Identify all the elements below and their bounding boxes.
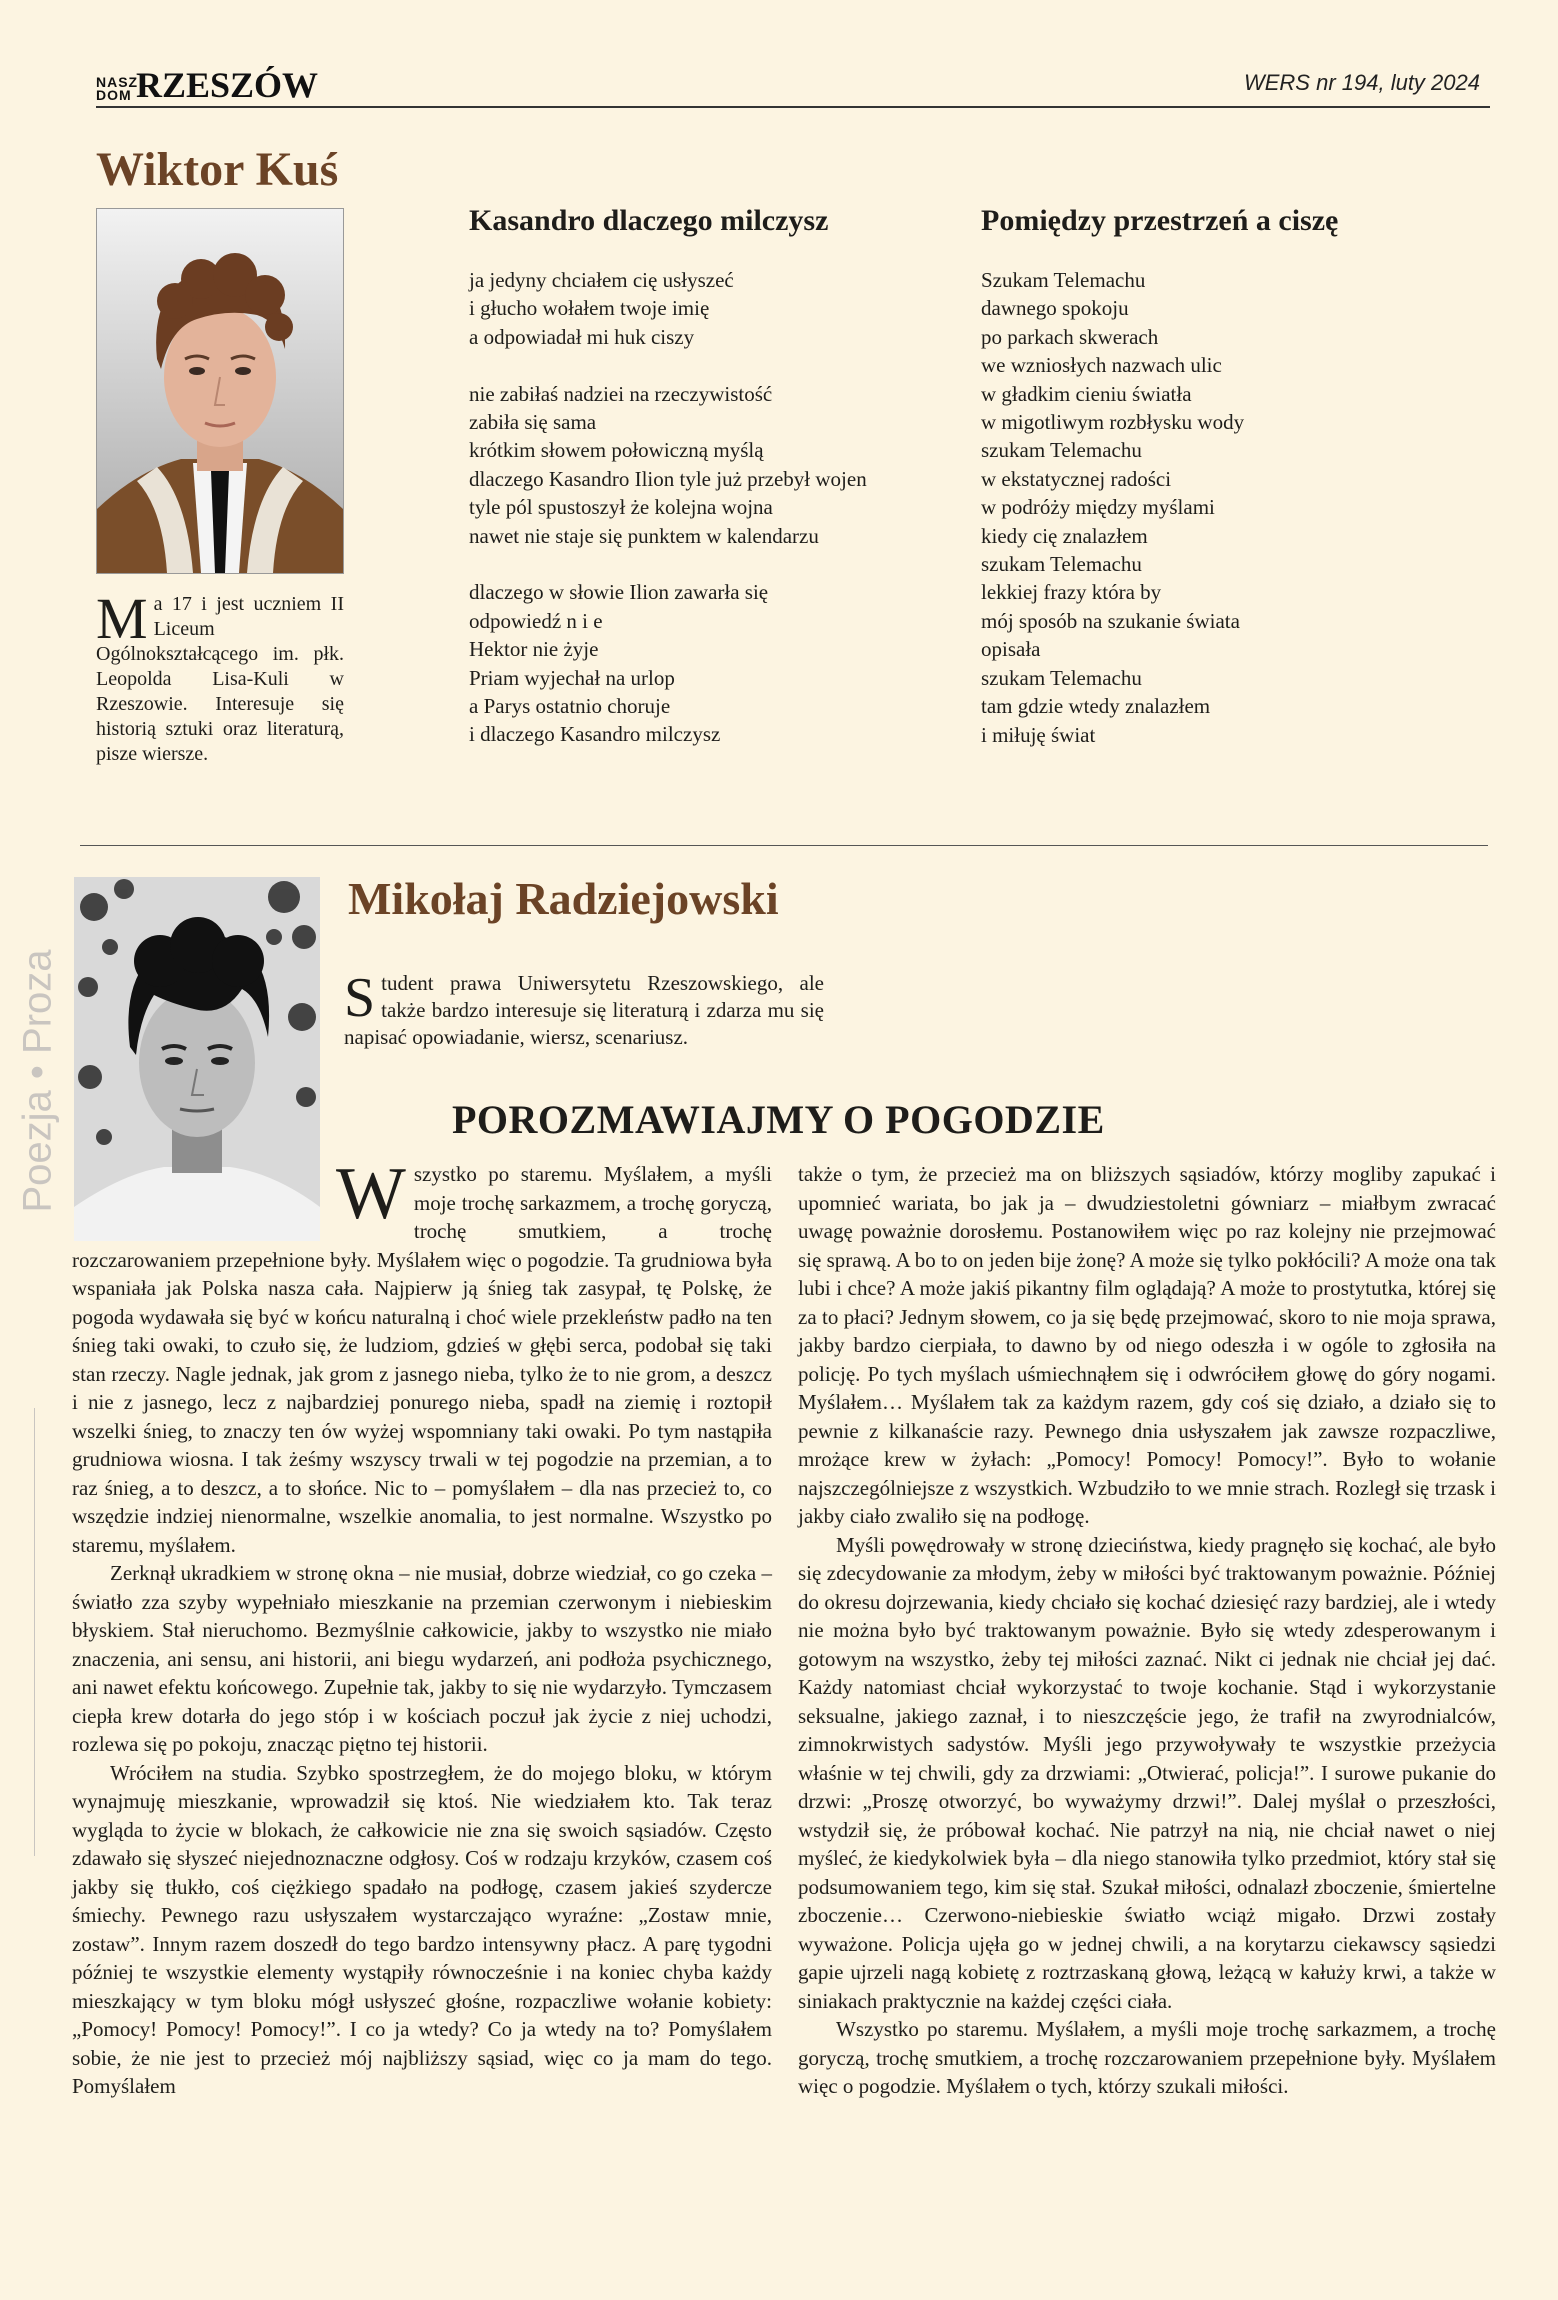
- poem-line: a Parys ostatnio choruje: [469, 694, 671, 719]
- bio-text-2: tudent prawa Uniwersytetu Rzeszowskiego, ale także bardzo interesuje się literaturą i zdarza mu się napisać opowiadanie, wiersz, scenariusz.: [344, 971, 824, 1049]
- poem-line: nie zabiłaś nadziei na rzeczywistość: [469, 381, 773, 406]
- poem-title-1: Kasandro dlaczego milczysz: [469, 204, 829, 237]
- bio-text-1: a 17 i jest uczniem II Liceum Ogólnokształcącego im. płk. Leopolda Lisa-Kuli w Rzeszowie. Interesuje się historią sztuki oraz literaturą, pisze wiersze.: [96, 593, 344, 765]
- portrait-illustration-1: [97, 209, 343, 573]
- poem-line: i dlaczego Kasandro milczysz: [469, 722, 721, 747]
- poem-line: opisała: [981, 637, 1041, 662]
- poem-line: dlaczego Kasandro Ilion tyle już przebył wojen: [469, 466, 867, 491]
- poem-line: po parkach skwerach: [981, 324, 1159, 349]
- story-paragraph: Zerknął ukradkiem w stronę okna – nie musiał, dobrze wiedział, co go czeka – światło zza szyby wypełniało mieszkanie na przemian czerwonym i niebieskim błyskiem. Stał nieruchomo. Bezmyślnie całkowicie, jakby to wszystko nie miało znaczenia, ani sensu, ani historii, ani biegu wydarzeń, ani podłoża psychicznego, ani nawet efektu końcowego. Zupełnie tak, jakby to się nie wydarzyło. Tymczasem ciepła krew dotarła do jego stóp i w kościach poczuł jak życie z niej uchodzi, rozlewa się po pokoju, znacząc piętno tej historii.: [72, 1561, 772, 1756]
- poem-line: Priam wyjechał na urlop: [469, 665, 675, 690]
- poem-line: dlaczego w słowie Ilion zawarła się: [469, 580, 769, 605]
- bio-dropcap-1: M: [96, 586, 148, 651]
- poem-line: [469, 550, 867, 578]
- poem-line: nawet nie staje się punktem w kalendarzu: [469, 523, 819, 548]
- poem-line: ja jedyny chciałem cię usłyszeć: [469, 268, 734, 292]
- poem-line: mój sposób na szukanie świata: [981, 608, 1240, 633]
- poem-line: lekkiej frazy która by: [981, 580, 1162, 605]
- poem-line: zabiła się sama: [469, 410, 597, 435]
- poem-line: w podróży między myślami: [981, 495, 1215, 520]
- author-bio-2: [344, 967, 824, 1051]
- story-title: POROZMAWIAJMY O POGODZIE: [452, 1097, 1105, 1142]
- poem-line: odpowiedź n i e: [469, 608, 603, 633]
- story-column-2: [798, 1160, 1496, 2101]
- poem-line: w migotliwym rozbłysku wody: [981, 410, 1245, 435]
- author-photo-1: [96, 208, 344, 574]
- section-side-label: Poezja • Proza: [15, 949, 60, 1213]
- author-name-1: Wiktor Kuś: [96, 143, 339, 196]
- logo-small-text: NASZ DOM: [96, 74, 139, 103]
- story-dropcap: W: [336, 1153, 406, 1235]
- issue-info: WERS nr 194, luty 2024: [1243, 70, 1480, 95]
- publication-logo: [96, 62, 319, 105]
- story-paragraph: Myśli powędrowały w stronę dzieciństwa, kiedy pragnęło się kochać, ale było się zdecydowanie za młodym, żeby w miłości być traktowanym poważnie. Później do okresu dojrzewania, kiedy chciało się kochać dziesięć razy bardziej, ale i wtedy nie można było być traktowanym poważnie. Było się wtedy zdesperowanym i gotowym na wszystko, żeby tej miłości zaznać. Nikt ci jednak nie chciał jej dać. Każdy natomiast chciał wykorzystać to twoje kochanie. Stąd i wykorzystanie seksualne, jakiego zaznał, i to nieszczęście jego, że trafił na zwyrodnialców, zimnokrwistych sadystów. Myśli jego przywoływały te wszystkie przeżycia właśnie w tej chwili, gdy za drzwiami: „Otwierać, policja!”. I surowe pukanie do drzwi: „Proszę otworzyć, bo wyważymy drzwi!”. Dalej myślał o przeszłości, wstydził się, że próbował kochać. Nie patrzył na nią, nie chciał nawet o niej myśleć, że kiedykolwiek była – dla niego stanowiła tylko przedmiot, który stał się podsumowaniem tego, kim się stał. Szukał miłości, odnalazł zboczenie, śmiertelne zboczenie… Czerwono-niebieskie światło wciąż migało. Drzwi zostały wyważone. Policja ujęła go w jednej chwili, a na korytarzu ciekawscy sąsiedzi gapie ujrzeli nagą kobietę z roztrzaskaną głową, leżącą w kałuży krwi, a także w siniakach praktycznie na każdej części ciała.: [798, 1532, 1496, 2013]
- poem-line: szukam Telemachu: [981, 438, 1142, 463]
- story-paragraph: [72, 1153, 772, 1559]
- story-paragraph-text: szystko po staremu. Myślałem, a myśli moje trochę sarkazmem, a trochę goryczą, trochę smutkiem, a trochę rozczarowaniem przepełnione były. Myślałem więc o pogodzie. Ta grudniowa była wspaniała jak Polska nasza cała. Najpierw ją śnieg tak zasypał, tę Polskę, że pogoda wydawała się być w końcu naturalną i choć wiele przekleństw padło na ten śnieg taki owaki, to czuło się, że ludziom, gdzieś w głębi serca, podobał się taki stan rzeczy. Nagle jednak, jak grom z jasnego nieba, tylko że to nie grom, a deszcz i nie z jasnego, lecz z najbardziej ponurego nieba, spadł na ziemię i roztopił wszelki śnieg, to znaczy ten ów wyżej wspomniany taki owaki. Po tym nastąpiła grudniowa wiosna. I tak żeśmy wszyscy trwali w tej pogodzie na przemian, a to raz śnieg, a to deszcz, a to słońce. Nic to – pomyślałem – dla nas przecież to, co wszędzie indziej nienormalne, wszelkie anomalia, to jest normalne. Wszystko po staremu, myślałem.: [72, 1162, 772, 1557]
- poem-line: tyle pól spustoszył że kolejna wojna: [469, 495, 773, 520]
- bio-dropcap-2: S: [344, 967, 376, 1029]
- author-name-2: Mikołaj Radziejowski: [348, 873, 779, 924]
- poem-line: i miłuję świat: [981, 722, 1096, 747]
- poem-line: Szukam Telemachu: [981, 268, 1146, 292]
- poem-line: dawnego spokoju: [981, 296, 1129, 321]
- poem-line: krótkim słowem połowiczną myślą: [469, 438, 764, 463]
- section-divider: [80, 845, 1488, 846]
- logo-big-text: RZESZÓW: [136, 65, 319, 105]
- poem-line: Hektor nie żyje: [469, 637, 599, 662]
- poem-title-2: Pomiędzy przestrzeń a ciszę: [981, 204, 1339, 237]
- poem-line: szukam Telemachu: [981, 665, 1142, 690]
- story-paragraph: także o tym, że przecież ma on bliższych sąsiadów, którzy mogliby zapukać i upomnieć wariata, bo jak ja – dwudziestoletni gówniarz – miałbym zwracać uwagę poważnie dorosłemu. Postanowiłem więc po raz kolejny nie przejmować się sprawą. A bo to on jeden bije żonę? A może się tylko pokłócili? A może ona tak lubi i chce? A może jakiś pikantny film oglądają? A może to prostytutka, której się za to płaci? Jednym słowem, co ja się będę przejmować, skoro to nie moja sprawa, jakby bardzo cierpiała, to dawno by od niego odeszła i w ogóle to zgłosiła na policję. Po tych myślach uśmiechnąłem się i odwróciłem głowę do góry nogami. Myślałem… Myślałem tak za każdym razem, gdy coś się działo, a działo się to pewnie z kilkanaście razy. Pewnego dnia usłyszałem jak zawsze rozpaczliwe, mrożące krew w żyłach: „Pomocy! Pomocy! Pomocy!”. Było to wołanie najszczególniejsze z wszystkich. Wzbudziło to we mnie strach. Rozległ się trzask i jakby ciało zwaliło się na podłogę.: [798, 1162, 1496, 1528]
- poem-line: w gładkim cieniu światła: [981, 381, 1192, 406]
- poem-line: a odpowiadał mi huk ciszy: [469, 324, 695, 349]
- poem-line: we wzniosłych nazwach ulic: [981, 353, 1222, 378]
- poem-body-2: [981, 266, 1244, 749]
- side-divider: [34, 1408, 35, 1856]
- poem-line: w ekstatycznej radości: [981, 466, 1172, 491]
- story-paragraph: Wróciłem na studia. Szybko spostrzegłem, że do mojego bloku, w którym wynajmuję mieszkanie, wprowadził się ktoś. Nie wiedziałem kto. Tak teraz wygląda to życie w blokach, że całkowicie nie zna się swoich sąsiadów. Często zdawało się słyszeć niejednoznaczne odgłosy. Coś w rodzaju krzyków, czasem coś jakby się tłukło, coś ciężkiego spadało na podłogę, czasem jakieś szydercze śmiechy. Pewnego razu usłyszałem wystarczająco wyraźne: „Zostaw mnie, zostaw”. Innym razem doszedł do tego bardzo intensywny płacz. A parę tygodni później te wszystkie elementy wystąpiły równocześnie i na koniec chyba każdy mieszkający w tym bloku mógł usłyszeć głośne, rozpaczliwe wołanie kobiety: „Pomocy! Pomocy! Pomocy!”. I co ja wtedy? Co ja wtedy na to? Pomyślałem sobie, że nie jest to przecież mój najbliższy sąsiad, więc co ja mam do tego. Pomyślałem: [72, 1760, 772, 2098]
- poem-line: tam gdzie wtedy znalazłem: [981, 694, 1211, 719]
- header-divider: [96, 106, 1490, 108]
- story-paragraph: Wszystko po staremu. Myślałem, a myśli moje trochę sarkazmem, a trochę goryczą, trochę smutkiem, a trochę rozczarowaniem przepełnione były. Myślałem więc o pogodzie. Myślałem o tych, którzy szukali miłości.: [798, 2017, 1496, 2098]
- poem-line: i głucho wołałem twoje imię: [469, 296, 710, 321]
- poem-body-1: [469, 266, 867, 749]
- poem-line: [469, 351, 867, 379]
- poem-line: szukam Telemachu: [981, 552, 1142, 577]
- author-bio-1: [96, 586, 344, 769]
- poem-line: kiedy cię znalazłem: [981, 523, 1148, 548]
- story-column-1: [72, 1153, 772, 2101]
